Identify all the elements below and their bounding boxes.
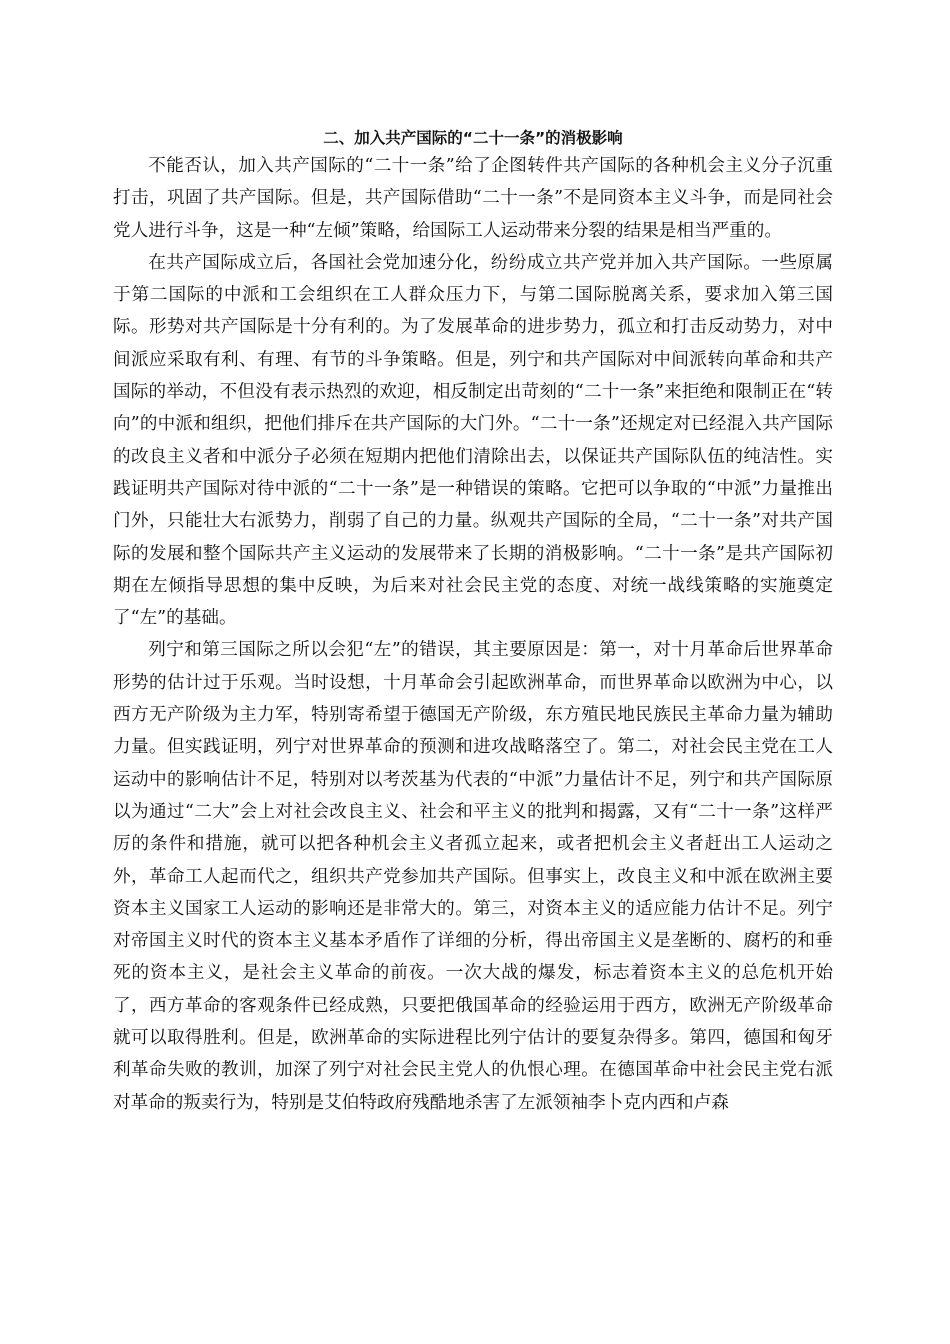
- paragraph: 不能否认，加入共产国际的“二十一条”给了企图转件共产国际的各种机会主义分子沉重打击，巩固了共产国际。但是，共产国际借助“二十一条”不是同资本主义斗争，而是同社会党人进行斗争，这是一种“左倾”策略，给国际工人运动带来分裂的结果是相当严重的。: [113, 156, 833, 241]
- section-heading: 二、加入共产国际的“二十一条”的消极影响: [323, 129, 623, 147]
- paragraph: 列宁和第三国际之所以会犯“左”的错误，其主要原因是：第一，对十月革命后世界革命形势的估计过于乐观。当时设想，十月革命会引起欧洲革命，而世界革命以欧洲为中心，以西方无产阶级为主力军，特别寄希望于德国无产阶级，东方殖民地民族民主革命力量为辅助力量。但实践证明，列宁对世界革命的预测和进攻战略落空了。第二，对社会民主党在工人运动中的影响估计不足，特别对以考茨基为代表的“中派”力量估计不足，列宁和共产国际原以为通过“二大”会上对社会改良主义、社会和平主义的批判和揭露，又有“二十一条”这样严厉的条件和措施，就可以把各种机会主义者孤立起来，或者把机会主义者赶出工人运动之外，革命工人起而代之，组织共产党参加共产国际。但事实上，改良主义和中派在欧洲主要资本主义国家工人运动的影响还是非常大的。第三，对资本主义的适应能力估计不足。列宁对帝国主义时代的资本主义基本矛盾作了详细的分析，得出帝国主义是垄断的、腐朽的和垂死的资本主义，是社会主义革命的前夜。一次大战的爆发，标志着资本主义的总危机开始了，西方革命的客观条件已经成熟，只要把俄国革命的经验运用于西方，欧洲无产阶级革命就可以取得胜利。但是，欧洲革命的实际进程比列宁估计的要复杂得多。第四，德国和匈牙利革命失败的教训，加深了列宁对社会民主党人的仇恨心理。在德国革命中社会民主党右派对革命的叛卖行为，特别是艾伯特政府残酷地杀害了左派领袖李卜克内西和卢森: [113, 640, 833, 1113]
- paragraph: 在共产国际成立后，各国社会党加速分化，纷纷成立共产党并加入共产国际。一些原属于第二国际的中派和工会组织在工人群众压力下，与第二国际脱离关系，要求加入第三国际。形势对共产国际是十分有利的。为了发展革命的进步势力，孤立和打击反动势力，对中间派应采取有利、有理、有节的斗争策略。但是，列宁和共产国际对中间派转向革命和共产国际的举动，不但没有表示热烈的欢迎，相反制定出苛刻的“二十一条”来拒绝和限制正在“转向”的中派和组织，把他们排斥在共产国际的大门外。“二十一条”还规定对已经混入共产国际的改良主义者和中派分子必须在短期内把他们清除出去，以保证共产国际队伍的纯洁性。实践证明共产国际对待中派的“二十一条”是一种错误的策略。它把可以争取的“中派”力量推出门外，只能壮大右派势力，削弱了自己的力量。纵观共产国际的全局，“二十一条”对共产国际的发展和整个国际共产主义运动的发展带来了长期的消极影响。“二十一条”是共产国际初期在左倾指导思想的集中反映，为后来对社会民主党的态度、对统一战线策略的实施奠定了“左”的基础。: [113, 252, 833, 629]
- document-page: [113, 120, 833, 1119]
